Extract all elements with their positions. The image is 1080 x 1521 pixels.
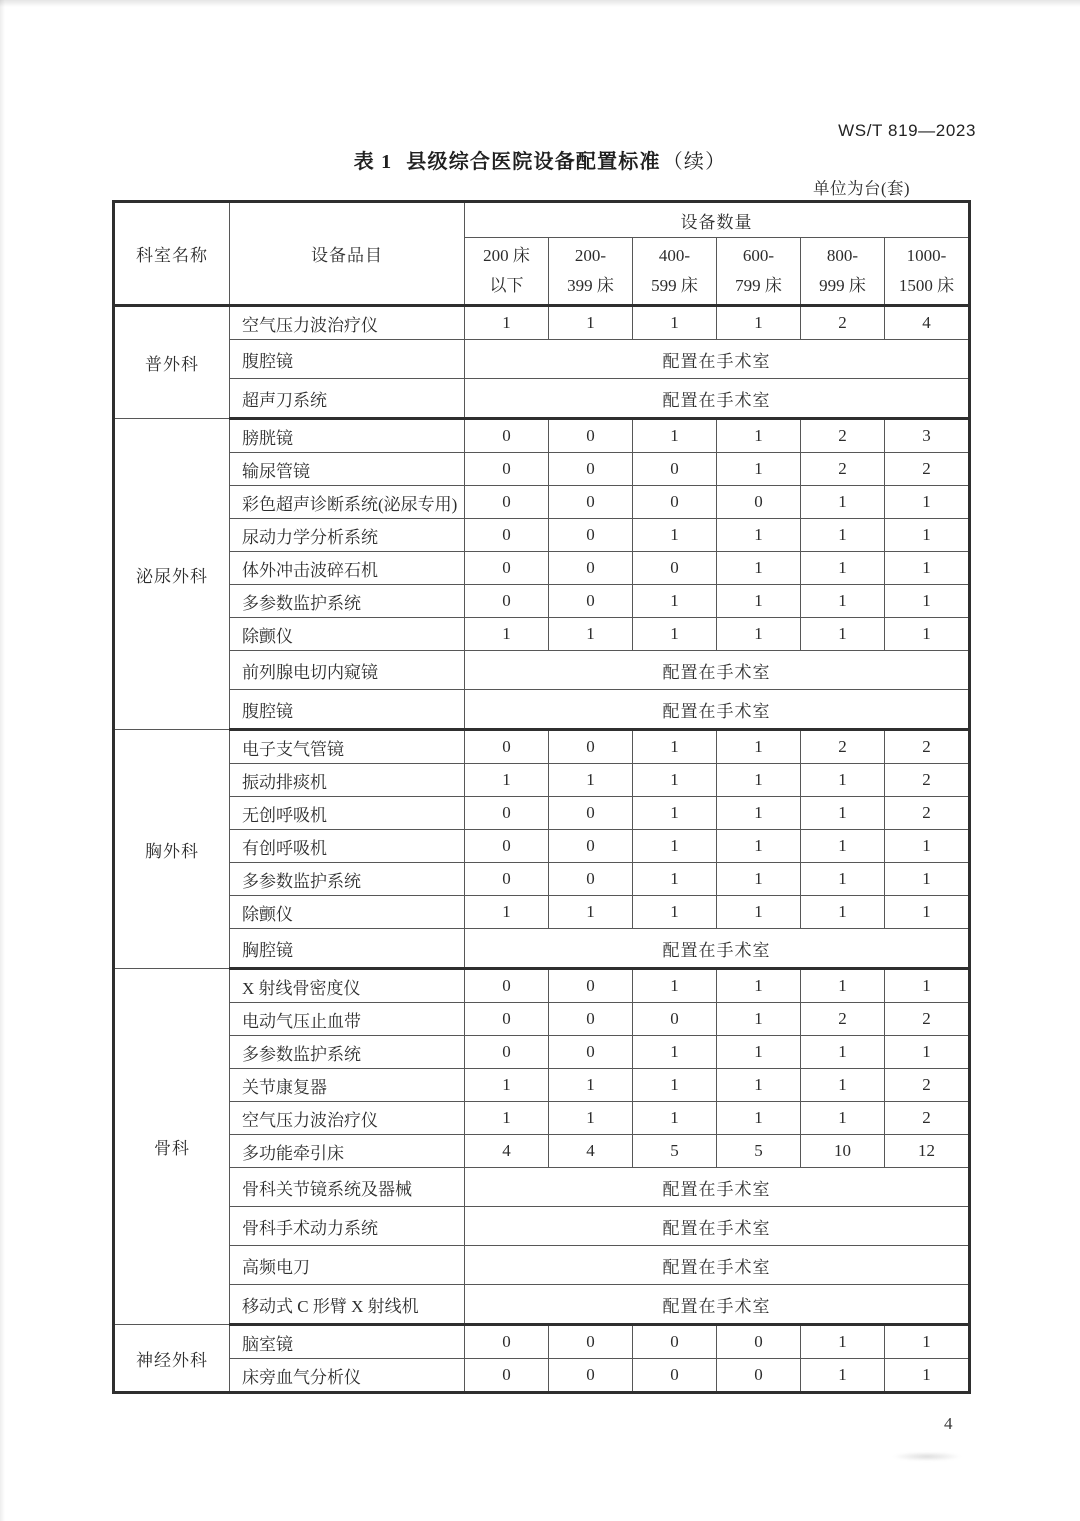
equipment-cell: 腹腔镜 [230,690,465,730]
value-cell: 1 [465,896,549,929]
value-cell: 1 [633,519,717,552]
table-row [114,306,970,340]
value-cell: 1 [717,863,801,896]
value-cell: 1 [801,519,885,552]
bed-range-line: 599 床 [651,276,698,295]
value-cell: 1 [633,1036,717,1069]
table-row [114,1036,970,1069]
table-row [114,1207,970,1246]
col-header-bed-range-2 [549,238,633,306]
table-row [114,419,970,453]
value-cell: 0 [633,486,717,519]
value-cell: 1 [885,1359,970,1393]
table-row [114,1135,970,1168]
table-row [114,618,970,651]
equipment-cell: 振动排痰机 [230,764,465,797]
value-cell: 1 [801,830,885,863]
department-cell: 普外科 [114,306,230,419]
equipment-cell: 移动式 C 形臂 X 射线机 [230,1285,465,1325]
value-cell: 1 [885,552,970,585]
equipment-cell: 空气压力波治疗仪 [230,1102,465,1135]
value-cell: 1 [717,453,801,486]
value-cell: 1 [885,896,970,929]
value-cell: 0 [633,1325,717,1359]
table-row [114,929,970,969]
value-cell: 1 [549,764,633,797]
value-cell: 1 [717,730,801,764]
col-header-bed-range-5 [801,238,885,306]
value-cell: 2 [885,453,970,486]
value-cell: 0 [549,519,633,552]
table-row [114,863,970,896]
bed-range-line: 600- [742,246,775,265]
col-header-quantity: 设备数量 [465,202,970,238]
value-cell: 1 [801,1102,885,1135]
value-cell: 1 [633,730,717,764]
col-header-bed-range-6 [885,238,970,306]
department-cell: 骨科 [114,969,230,1325]
table-row [114,896,970,929]
value-cell: 0 [549,1003,633,1036]
value-cell: 2 [885,1102,970,1135]
table-row [114,486,970,519]
table-row [114,340,970,379]
col-header-bed-range-4 [717,238,801,306]
value-cell: 1 [801,764,885,797]
equipment-cell: 胸腔镜 [230,929,465,969]
table-row [114,453,970,486]
value-cell: 2 [885,764,970,797]
value-cell: 2 [885,1003,970,1036]
value-cell: 0 [465,863,549,896]
value-cell: 0 [717,1325,801,1359]
value-cell: 1 [717,552,801,585]
equipment-cell: 多功能牵引床 [230,1135,465,1168]
col-header-department: 科室名称 [114,202,230,306]
value-cell: 1 [549,618,633,651]
value-cell: 0 [465,1036,549,1069]
table-row [114,969,970,1003]
department-cell: 神经外科 [114,1325,230,1393]
value-cell: 0 [633,1359,717,1393]
value-cell: 1 [885,969,970,1003]
table-title [0,145,1080,174]
value-cell: 1 [633,830,717,863]
value-cell: 1 [801,797,885,830]
bed-range-line: 200 床 [483,246,530,265]
equipment-cell: 尿动力学分析系统 [230,519,465,552]
table-header-row [114,202,970,238]
value-cell: 10 [801,1135,885,1168]
value-cell: 1 [717,896,801,929]
value-cell: 12 [885,1135,970,1168]
bed-range-line: 以下 [489,276,524,295]
value-cell: 2 [801,1003,885,1036]
value-cell: 0 [465,453,549,486]
col-header-bed-range-1 [465,238,549,306]
equipment-cell: 骨科关节镜系统及器械 [230,1168,465,1207]
value-cell: 0 [465,1325,549,1359]
table-title-text: 县级综合医院设备配置标准 [406,151,661,173]
equipment-cell: 除颤仪 [230,618,465,651]
table-row [114,651,970,690]
value-cell: 1 [801,1069,885,1102]
table-row [114,1325,970,1359]
equipment-cell: 体外冲击波碎石机 [230,552,465,585]
value-cell: 0 [549,552,633,585]
equipment-cell: 脑室镜 [230,1325,465,1359]
value-cell: 0 [465,730,549,764]
col-header-bed-range-3 [633,238,717,306]
value-cell: 1 [717,797,801,830]
value-cell: 5 [717,1135,801,1168]
value-cell: 5 [633,1135,717,1168]
value-cell: 1 [801,1036,885,1069]
value-cell: 4 [885,306,970,340]
equipment-cell: 前列腺电切内窥镜 [230,651,465,690]
value-cell: 0 [633,1003,717,1036]
value-cell: 1 [885,519,970,552]
value-cell: 1 [549,896,633,929]
value-cell: 0 [633,453,717,486]
equipment-cell: 超声刀系统 [230,379,465,419]
equipment-cell: 骨科手术动力系统 [230,1207,465,1246]
value-cell: 1 [717,969,801,1003]
value-cell: 0 [549,1036,633,1069]
table-row [114,519,970,552]
department-cell: 胸外科 [114,730,230,969]
bed-range-line: 800- [826,246,859,265]
equipment-cell: 电子支气管镜 [230,730,465,764]
table-row [114,379,970,419]
value-cell: 1 [717,306,801,340]
bed-range-line: 200- [574,246,607,265]
table-row [114,552,970,585]
value-cell: 0 [465,969,549,1003]
value-cell: 1 [633,896,717,929]
table-row [114,585,970,618]
table-row [114,1003,970,1036]
value-cell: 0 [465,1003,549,1036]
equipment-cell: 电动气压止血带 [230,1003,465,1036]
bed-range-line: 400- [658,246,691,265]
value-cell: 2 [801,419,885,453]
equipment-cell: 关节康复器 [230,1069,465,1102]
table-row [114,1359,970,1393]
value-cell: 3 [885,419,970,453]
value-cell: 0 [465,797,549,830]
value-cell: 1 [633,306,717,340]
value-cell: 1 [465,618,549,651]
value-cell: 0 [717,486,801,519]
equipment-cell: 多参数监护系统 [230,863,465,896]
value-cell: 1 [633,969,717,1003]
value-cell: 1 [885,618,970,651]
operating-room-note-cell: 配置在手术室 [465,1168,970,1207]
value-cell: 2 [885,797,970,830]
value-cell: 1 [465,306,549,340]
table-row [114,730,970,764]
table-row [114,797,970,830]
page-number: 4 [944,1414,953,1433]
value-cell: 1 [885,863,970,896]
value-cell: 0 [549,730,633,764]
value-cell: 0 [549,419,633,453]
equipment-cell: 无创呼吸机 [230,797,465,830]
value-cell: 1 [633,764,717,797]
value-cell: 1 [717,419,801,453]
value-cell: 1 [633,797,717,830]
operating-room-note-cell: 配置在手术室 [465,379,970,419]
table-row [114,1285,970,1325]
value-cell: 1 [549,306,633,340]
value-cell: 1 [885,1325,970,1359]
value-cell: 1 [549,1069,633,1102]
value-cell: 1 [717,1069,801,1102]
equipment-cell: 多参数监护系统 [230,1036,465,1069]
equipment-cell: 腹腔镜 [230,340,465,379]
table-row [114,690,970,730]
value-cell: 1 [717,1036,801,1069]
value-cell: 0 [465,519,549,552]
value-cell: 4 [549,1135,633,1168]
value-cell: 0 [633,552,717,585]
table-row [114,1102,970,1135]
value-cell: 0 [549,453,633,486]
value-cell: 1 [801,486,885,519]
value-cell: 1 [717,830,801,863]
equipment-cell: 床旁血气分析仪 [230,1359,465,1393]
value-cell: 1 [801,1325,885,1359]
value-cell: 0 [549,969,633,1003]
table-row [114,830,970,863]
value-cell: 1 [633,419,717,453]
equipment-cell: 空气压力波治疗仪 [230,306,465,340]
value-cell: 0 [465,830,549,863]
value-cell: 2 [801,306,885,340]
standard-number: WS/T 819—2023 [838,121,976,140]
value-cell: 0 [549,585,633,618]
bed-range-line: 399 床 [567,276,614,295]
value-cell: 0 [549,797,633,830]
value-cell: 0 [465,419,549,453]
value-cell: 0 [549,863,633,896]
value-cell: 2 [885,1069,970,1102]
value-cell: 0 [549,1359,633,1393]
value-cell: 1 [801,618,885,651]
bed-range-line: 999 床 [819,276,866,295]
value-cell: 1 [465,1069,549,1102]
equipment-cell: 有创呼吸机 [230,830,465,863]
scan-smudge [892,1452,962,1461]
value-cell: 0 [465,1359,549,1393]
value-cell: 1 [717,519,801,552]
equipment-cell: 膀胱镜 [230,419,465,453]
table-row [114,1246,970,1285]
operating-room-note-cell: 配置在手术室 [465,690,970,730]
table-row [114,1168,970,1207]
operating-room-note-cell: 配置在手术室 [465,1285,970,1325]
table-title-continued: （续） [662,151,727,173]
bed-range-line: 1500 床 [898,276,955,295]
value-cell: 0 [549,1325,633,1359]
equipment-cell: X 射线骨密度仪 [230,969,465,1003]
value-cell: 0 [549,486,633,519]
value-cell: 0 [465,486,549,519]
operating-room-note-cell: 配置在手术室 [465,1246,970,1285]
bed-range-line: 1000- [906,246,947,265]
scan-edge-top [0,0,1080,7]
value-cell: 2 [885,730,970,764]
value-cell: 1 [633,1069,717,1102]
value-cell: 1 [717,1102,801,1135]
value-cell: 1 [717,1003,801,1036]
unit-note: 单位为台(套) [813,179,910,198]
table-title-number: 表 1 [353,151,393,173]
value-cell: 1 [717,618,801,651]
equipment-cell: 彩色超声诊断系统(泌尿专用) [230,486,465,519]
value-cell: 1 [633,585,717,618]
value-cell: 1 [801,969,885,1003]
value-cell: 1 [717,585,801,618]
table-row [114,1069,970,1102]
value-cell: 2 [801,730,885,764]
value-cell: 1 [549,1102,633,1135]
value-cell: 0 [465,552,549,585]
value-cell: 4 [465,1135,549,1168]
value-cell: 1 [633,618,717,651]
operating-room-note-cell: 配置在手术室 [465,651,970,690]
bed-range-line: 799 床 [735,276,782,295]
table-row [114,764,970,797]
value-cell: 0 [549,830,633,863]
operating-room-note-cell: 配置在手术室 [465,929,970,969]
value-cell: 0 [717,1359,801,1393]
value-cell: 1 [801,896,885,929]
value-cell: 0 [465,585,549,618]
equipment-cell: 除颤仪 [230,896,465,929]
value-cell: 1 [633,1102,717,1135]
value-cell: 1 [633,863,717,896]
equipment-cell: 输尿管镜 [230,453,465,486]
col-header-equipment: 设备品目 [230,202,465,306]
value-cell: 1 [885,830,970,863]
value-cell: 1 [801,863,885,896]
value-cell: 2 [801,453,885,486]
scan-edge-left [0,0,5,1521]
equipment-table [112,200,971,1394]
value-cell: 1 [801,1359,885,1393]
operating-room-note-cell: 配置在手术室 [465,1207,970,1246]
value-cell: 1 [465,764,549,797]
equipment-cell: 高频电刀 [230,1246,465,1285]
value-cell: 1 [801,552,885,585]
value-cell: 1 [465,1102,549,1135]
value-cell: 1 [885,585,970,618]
department-cell: 泌尿外科 [114,419,230,730]
operating-room-note-cell: 配置在手术室 [465,340,970,379]
value-cell: 1 [801,585,885,618]
value-cell: 1 [885,1036,970,1069]
value-cell: 1 [885,486,970,519]
value-cell: 1 [717,764,801,797]
equipment-cell: 多参数监护系统 [230,585,465,618]
